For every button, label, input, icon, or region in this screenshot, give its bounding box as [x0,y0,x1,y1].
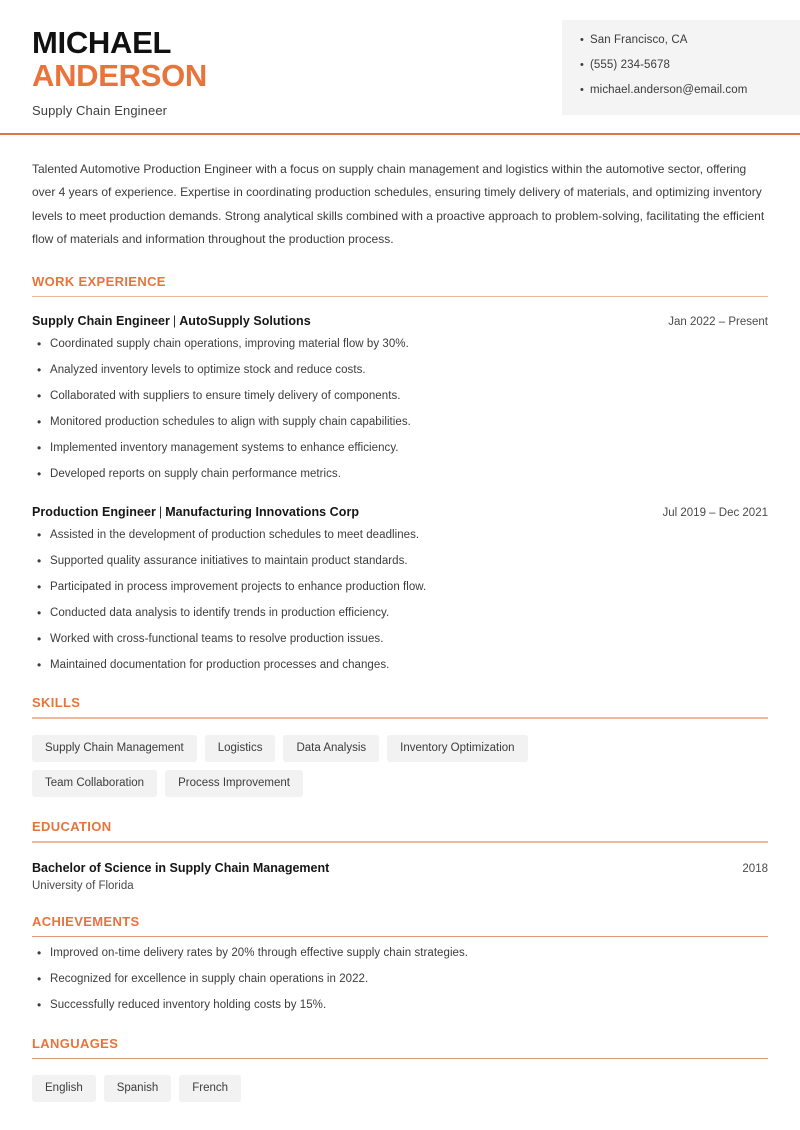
skill-chip: Supply Chain Management [32,735,197,762]
experience-company: AutoSupply Solutions [179,314,311,329]
experience-dates: Jul 2019 – Dec 2021 [662,506,768,519]
experience-role-company [32,314,311,328]
achievements-list [32,946,768,1014]
section-title-achievements: ACHIEVEMENTS [32,913,140,929]
experience-bullet: • Coordinated supply chain operations, improving material flow by 30%. [32,337,768,353]
experience-bullet: • Supported quality assurance initiatives to maintain product standards. [32,554,768,570]
experience-entry-header [32,314,768,328]
first-name: MICHAEL [32,25,172,60]
language-chip: Spanish [104,1075,172,1102]
section-title-education: EDUCATION [32,819,112,835]
skill-chip: Team Collaboration [32,770,157,797]
language-chip: English [32,1075,96,1102]
section-education [32,819,768,892]
contact-item-email [580,84,800,98]
professional-title: Supply Chain Engineer [32,102,168,118]
experience-bullet: • Worked with cross-functional teams to resolve production issues. [32,632,768,648]
resume-header [0,0,800,134]
experience-entry [32,505,768,674]
section-divider [32,936,768,938]
section-title-skills: SKILLS [32,695,81,711]
achievement-item: • Successfully reduced inventory holding costs by 15%. [32,998,768,1014]
experience-dates: Jan 2022 – Present [668,316,768,329]
experience-bullet: • Maintained documentation for production processes and changes. [32,658,768,674]
section-achievements [32,914,768,1014]
experience-entry [32,314,768,483]
role-company-separator: | [158,504,163,519]
header-divider [0,133,800,135]
education-entry [32,861,768,892]
section-skills [32,695,768,797]
resume-body [0,158,800,1102]
section-divider [32,717,768,719]
section-divider [32,1058,768,1060]
skill-chip: Inventory Optimization [387,735,527,762]
contact-location-text: San Francisco, CA [590,34,688,46]
experience-bullet-list [32,528,768,674]
name-block [32,26,207,118]
experience-role: Production Engineer [32,504,156,519]
experience-bullet: • Implemented inventory management systems to enhance efficiency. [32,441,768,457]
experience-role-company [32,505,359,519]
achievement-item: • Improved on-time delivery rates by 20% through effective supply chain strategies. [32,946,768,962]
professional-summary: Talented Automotive Production Engineer with a focus on supply chain management and logistics within the automotive sector, offering over 4 years of experience. Expertise in coordinating production schedules, ensuring timely delivery of materials, and optimizing inventory levels to meet production demands. Strong analytical skills combined with a proactive approach to problem-solving, facilitating the efficient flow of materials and information throughout the production process. [32,162,765,247]
bullet-icon: • [580,34,584,46]
skill-chip: Process Improvement [165,770,303,797]
section-divider [32,296,768,298]
experience-company: Manufacturing Innovations Corp [165,504,360,519]
contact-phone-text: (555) 234-5678 [590,58,671,71]
contact-item-location [580,34,800,48]
experience-entry-header [32,505,768,519]
language-chip: French [179,1075,241,1102]
experience-bullet: • Developed reports on supply chain performance metrics. [32,467,768,483]
experience-bullet: • Assisted in the development of production schedules to meet deadlines. [32,528,768,544]
experience-bullet-list [32,337,768,483]
contact-info-box [562,20,800,115]
experience-bullet: • Participated in process improvement projects to enhance production flow. [32,580,768,596]
section-languages [32,1036,768,1103]
education-entry-header [32,861,768,875]
skill-chip: Logistics [205,735,276,762]
experience-bullet: • Monitored production schedules to align with supply chain capabilities. [32,415,768,431]
education-degree: Bachelor of Science in Supply Chain Management [32,860,330,875]
section-title-languages: LANGUAGES [32,1035,119,1051]
skill-chip: Data Analysis [283,735,379,762]
languages-chip-list [32,1075,768,1102]
education-school: University of Florida [32,879,134,892]
section-divider [32,841,768,843]
experience-bullet: • Conducted data analysis to identify trends in production efficiency. [32,606,768,622]
bullet-icon: • [580,58,584,71]
experience-bullet: • Collaborated with suppliers to ensure timely delivery of components. [32,389,768,405]
contact-item-phone [580,59,800,73]
education-year: 2018 [742,862,768,875]
experience-bullet: • Analyzed inventory levels to optimize stock and reduce costs. [32,363,768,379]
section-work-experience [32,274,768,674]
section-title-work-experience: WORK EXPERIENCE [32,273,166,289]
bullet-icon: • [580,83,584,96]
experience-role: Supply Chain Engineer [32,314,170,329]
skills-chip-list [32,735,648,797]
last-name: ANDERSON [32,58,208,94]
achievement-item: • Recognized for excellence in supply chain operations in 2022. [32,972,768,988]
role-company-separator: | [172,314,177,329]
contact-email-text: michael.anderson@email.com [590,83,748,96]
